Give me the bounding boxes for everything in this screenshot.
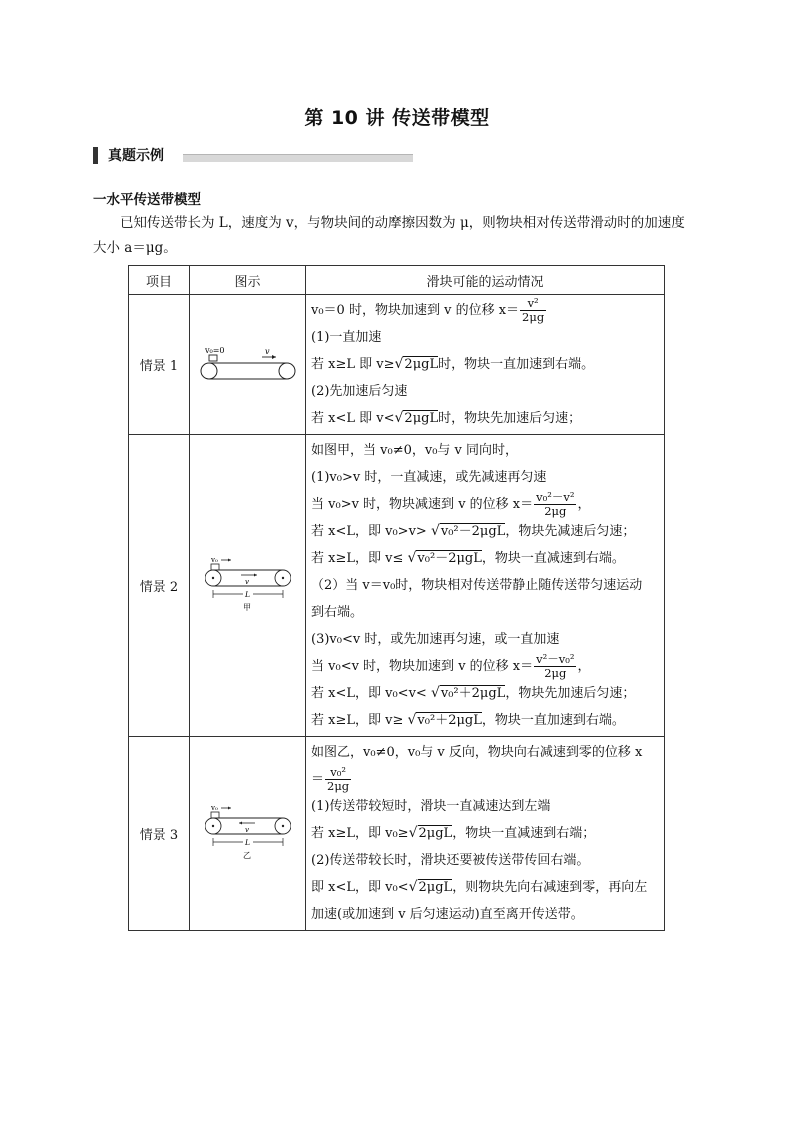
line-text: ，物块先减速后匀速；	[505, 524, 636, 539]
conveyor-diagram-1	[198, 341, 298, 385]
description-line	[311, 874, 659, 901]
scenario-description	[306, 295, 665, 435]
header-motion: 滑块可能的运动情况	[306, 266, 665, 295]
fraction-denominator: 2μg	[522, 310, 545, 324]
fraction-denominator: 2μg	[327, 779, 350, 793]
fraction-denominator: 2μg	[544, 504, 567, 518]
subheading: 一水平传送带模型	[93, 192, 201, 208]
description-line	[311, 901, 659, 928]
scenario-label: 情景 1	[129, 295, 190, 435]
header-item: 项目	[129, 266, 190, 295]
table-header-row	[129, 266, 665, 295]
description-line	[311, 378, 659, 405]
line-text: ，则物块先向右减速到零，再向左	[452, 880, 648, 895]
line-text: ，物块一直减速到右端。	[481, 551, 625, 566]
description-line	[311, 820, 659, 847]
v-arrowhead	[272, 355, 276, 359]
line-text: (2)传送带较长时，滑块还要被传送带传回右端。	[311, 853, 590, 868]
section-marker	[93, 147, 98, 164]
description-line	[311, 572, 659, 599]
description-line	[311, 491, 659, 518]
line-text: 若 x≥L 即 v≥	[311, 357, 395, 372]
line-text: (2)先加速后匀速	[311, 384, 408, 399]
radicand: 2μgL	[404, 357, 439, 372]
conveyor-diagram-3	[205, 802, 291, 862]
v-label: v	[244, 825, 249, 834]
fraction-numerator: v²－v₀²	[536, 652, 575, 666]
sqrt-sign: √	[394, 356, 404, 372]
line-text: 即 x<L，即 v₀<	[311, 880, 409, 895]
length-label: L	[244, 589, 250, 599]
line-text: (3)v₀<v 时，或先加速再匀速，或一直加速	[311, 632, 560, 647]
fraction	[534, 653, 576, 680]
v0-label: v₀=0	[204, 345, 225, 355]
left-axle	[211, 576, 213, 578]
description-line	[311, 437, 659, 464]
v0-label: v₀	[210, 803, 218, 812]
conveyor-diagram-2	[205, 554, 291, 614]
description-line	[311, 626, 659, 653]
header-diagram: 图示	[190, 266, 306, 295]
line-text: ，	[577, 497, 591, 512]
description-line	[311, 518, 659, 545]
sqrt-sign: √	[394, 410, 404, 426]
fraction	[520, 297, 546, 324]
v0-arrowhead	[228, 806, 231, 809]
line-text: ，物块一直减速到右端；	[452, 826, 596, 841]
description-line	[311, 405, 659, 432]
radicand: 2μgL	[418, 826, 453, 841]
line-text: v₀＝0 时，物块加速到 v 的位移 x＝	[311, 303, 520, 318]
fraction	[325, 766, 351, 793]
description-line	[311, 739, 659, 766]
sqrt-sign: √	[430, 523, 440, 539]
radicand: v₀²＋2μgL	[417, 713, 482, 728]
section-label: 真题示例	[108, 148, 164, 164]
description-line	[311, 599, 659, 626]
fraction-numerator: v₀²	[325, 766, 351, 780]
radicand: 2μgL	[404, 411, 439, 426]
line-text: 若 x<L，即 v₀>v>	[311, 524, 431, 539]
scenario-diagram-cell	[190, 295, 306, 435]
v-label: v	[264, 346, 270, 356]
scenario-diagram-cell	[190, 737, 306, 931]
fraction	[534, 491, 576, 518]
line-text: ，物块先加速后匀速；	[505, 686, 636, 701]
intro-line-1: 已知传送带长为 L，速度为 v，与物块间的动摩擦因数为 μ，则物块相对传送带滑动时的加速度	[120, 215, 685, 231]
block-icon	[211, 812, 219, 818]
scenario-description	[306, 435, 665, 737]
sqrt-sign: √	[407, 712, 417, 728]
description-line	[311, 847, 659, 874]
description-line	[311, 653, 659, 680]
sqrt-sign: √	[407, 550, 417, 566]
radicand: 2μgL	[418, 880, 453, 895]
v0-label: v₀	[210, 555, 218, 564]
line-text: 若 x<L，即 v₀<v<	[311, 686, 431, 701]
v-arrowhead	[239, 821, 242, 824]
line-text: ＝	[311, 772, 325, 787]
conveyor-table	[128, 265, 665, 931]
scenario-label: 情景 2	[129, 435, 190, 737]
radicand: v₀²－2μgL	[440, 524, 506, 539]
sqrt-sign: √	[408, 879, 418, 895]
fraction-numerator: v²	[520, 297, 546, 311]
line-text: ，物块一直加速到右端。	[481, 713, 625, 728]
scenario-diagram-cell	[190, 435, 306, 737]
fraction-denominator: 2μg	[544, 666, 567, 680]
scenario-description	[306, 737, 665, 931]
radicand: v₀²＋2μgL	[440, 686, 506, 701]
section-divider	[183, 154, 413, 162]
line-text: (1)v₀>v 时，一直减速，或先减速再匀速	[311, 470, 547, 485]
page-title: 第 10 讲 传送带模型	[304, 107, 490, 129]
sqrt-sign: √	[430, 685, 440, 701]
line-text: 如图乙，v₀≠0，v₀与 v 反向，物块向右减速到零的位移 x	[311, 745, 643, 760]
length-label: L	[244, 837, 250, 847]
line-text: 若 x≥L，即 v≤	[311, 551, 408, 566]
block-icon	[211, 564, 219, 570]
description-line	[311, 680, 659, 707]
line-text: 当 v₀<v 时，物块加速到 v 的位移 x＝	[311, 659, 534, 674]
line-text: 当 v₀>v 时，物块减速到 v 的位移 x＝	[311, 497, 534, 512]
right-pulley	[279, 363, 295, 379]
left-pulley	[201, 363, 217, 379]
line-text: 若 x≥L，即 v₀≥	[311, 826, 409, 841]
line-text: (1)传送带较短时，滑块一直减速达到左端	[311, 799, 551, 814]
line-text: 如图甲，当 v₀≠0，v₀与 v 同向时，	[311, 443, 519, 458]
line-text: (1)一直加速	[311, 330, 382, 345]
section-header	[93, 145, 164, 165]
sqrt-sign: √	[408, 825, 418, 841]
line-text: 时，物块一直加速到右端。	[438, 357, 595, 372]
left-axle	[211, 824, 213, 826]
v-label: v	[244, 577, 249, 586]
diagram-caption: 甲	[242, 602, 251, 612]
intro-paragraph	[93, 211, 713, 261]
description-line	[311, 707, 659, 734]
v0-arrowhead	[228, 558, 231, 561]
radicand: v₀²－2μgL	[417, 551, 482, 566]
line-text: 若 x<L 即 v<	[311, 411, 395, 426]
table-row	[129, 737, 665, 931]
diagram-caption: 乙	[242, 850, 251, 860]
intro-line-2: 大小 a＝μg。	[93, 240, 177, 256]
line-text: 时，物块先加速后匀速；	[438, 411, 582, 426]
description-line	[311, 766, 659, 793]
description-line	[311, 351, 659, 378]
description-line	[311, 545, 659, 572]
line-text: 加速(或加速到 v 后匀速运动)直至离开传送带。	[311, 907, 584, 922]
line-text: ，	[577, 659, 591, 674]
block-icon	[209, 355, 217, 361]
table-row	[129, 435, 665, 737]
description-line	[311, 324, 659, 351]
right-axle	[281, 576, 283, 578]
right-axle	[281, 824, 283, 826]
description-line	[311, 464, 659, 491]
line-text: 到右端。	[311, 605, 364, 620]
v-arrowhead	[254, 573, 257, 576]
line-text: 若 x≥L，即 v≥	[311, 713, 408, 728]
description-line	[311, 297, 659, 324]
scenario-label: 情景 3	[129, 737, 190, 931]
fraction-numerator: v₀²－v²	[536, 490, 575, 504]
line-text: （2）当 v＝v₀时，物块相对传送带静止随传送带匀速运动	[311, 578, 643, 593]
table-row	[129, 295, 665, 435]
description-line	[311, 793, 659, 820]
